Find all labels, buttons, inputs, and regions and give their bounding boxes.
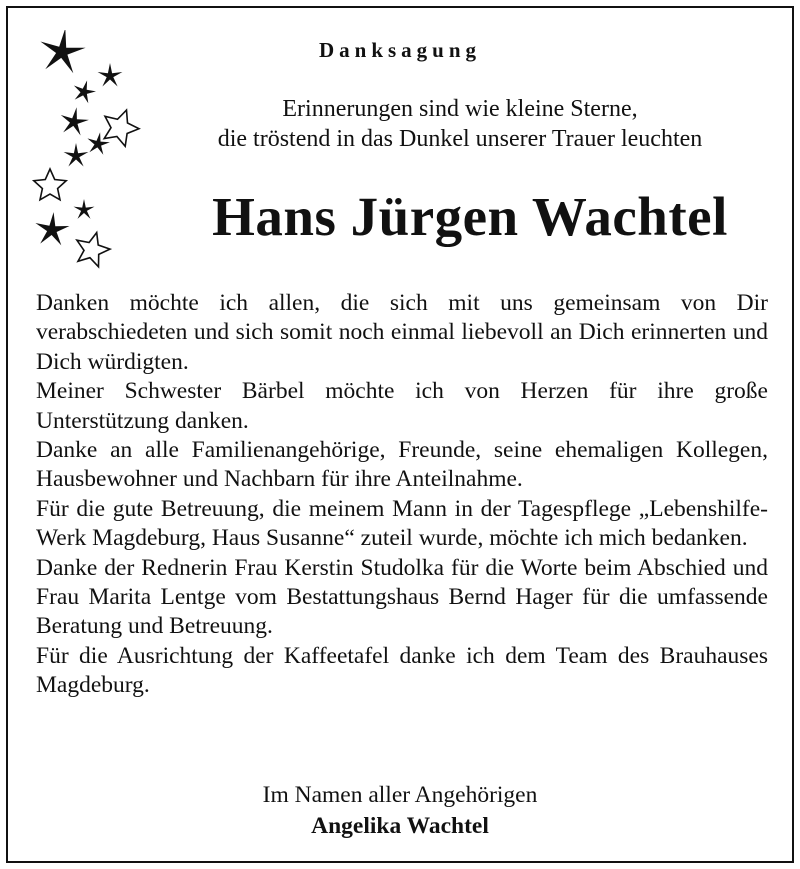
notice-frame — [6, 6, 794, 863]
thanks-paragraph: Danken möchte ich allen, die sich mit uns gemeinsam von Dir verabschiedeten und sich somit noch einmal liebevoll an Dich erinnerten und Dich würdigten. — [36, 290, 768, 375]
star-icon — [35, 212, 69, 245]
star-icon — [34, 169, 66, 200]
signoff-line: Im Namen aller Angehörigen — [262, 782, 538, 808]
motto — [68, 94, 800, 154]
signer-name: Angelika Wachtel — [311, 813, 489, 839]
thanks-paragraph: Für die gute Betreuung, die meinem Mann in der Tagespflege „Lebenshilfe-Werk Magdeburg, Haus Susanne“ zuteil wurde, möchte ich mich bedanken. — [36, 495, 768, 552]
thanks-paragraph: Danke an alle Familienangehörige, Freunde, seine ehemaligen Kollegen, Hausbewohner und Nachbarn für ihre Anteilnahme. — [36, 437, 768, 493]
thanks-body — [36, 289, 768, 701]
notice-heading: Danksagung — [318, 38, 482, 62]
thanks-paragraph: Danke der Rednerin Frau Kerstin Studolka für die Worte beim Abschied und Frau Marita Lentge vom Bestattungshaus Bernd Hager für die umfassende Beratung und Betreuung. — [36, 554, 768, 640]
thanks-paragraph: Meiner Schwester Bärbel möchte ich von Herzen für ihre große Unterstützung danken. — [36, 378, 768, 434]
motto-line: die tröstend in das Dunkel unserer Trauer leuchten — [217, 126, 703, 152]
motto-line: Erinnerungen sind wie kleine Sterne, — [282, 96, 638, 122]
signoff — [8, 780, 792, 842]
deceased-name: Hans Jürgen Wachtel — [212, 186, 728, 247]
thanks-paragraph: Für die Ausrichtung der Kaffeetafel danke ich dem Team des Brauhauses Magdeburg. — [36, 642, 768, 699]
star-icon — [98, 63, 123, 87]
